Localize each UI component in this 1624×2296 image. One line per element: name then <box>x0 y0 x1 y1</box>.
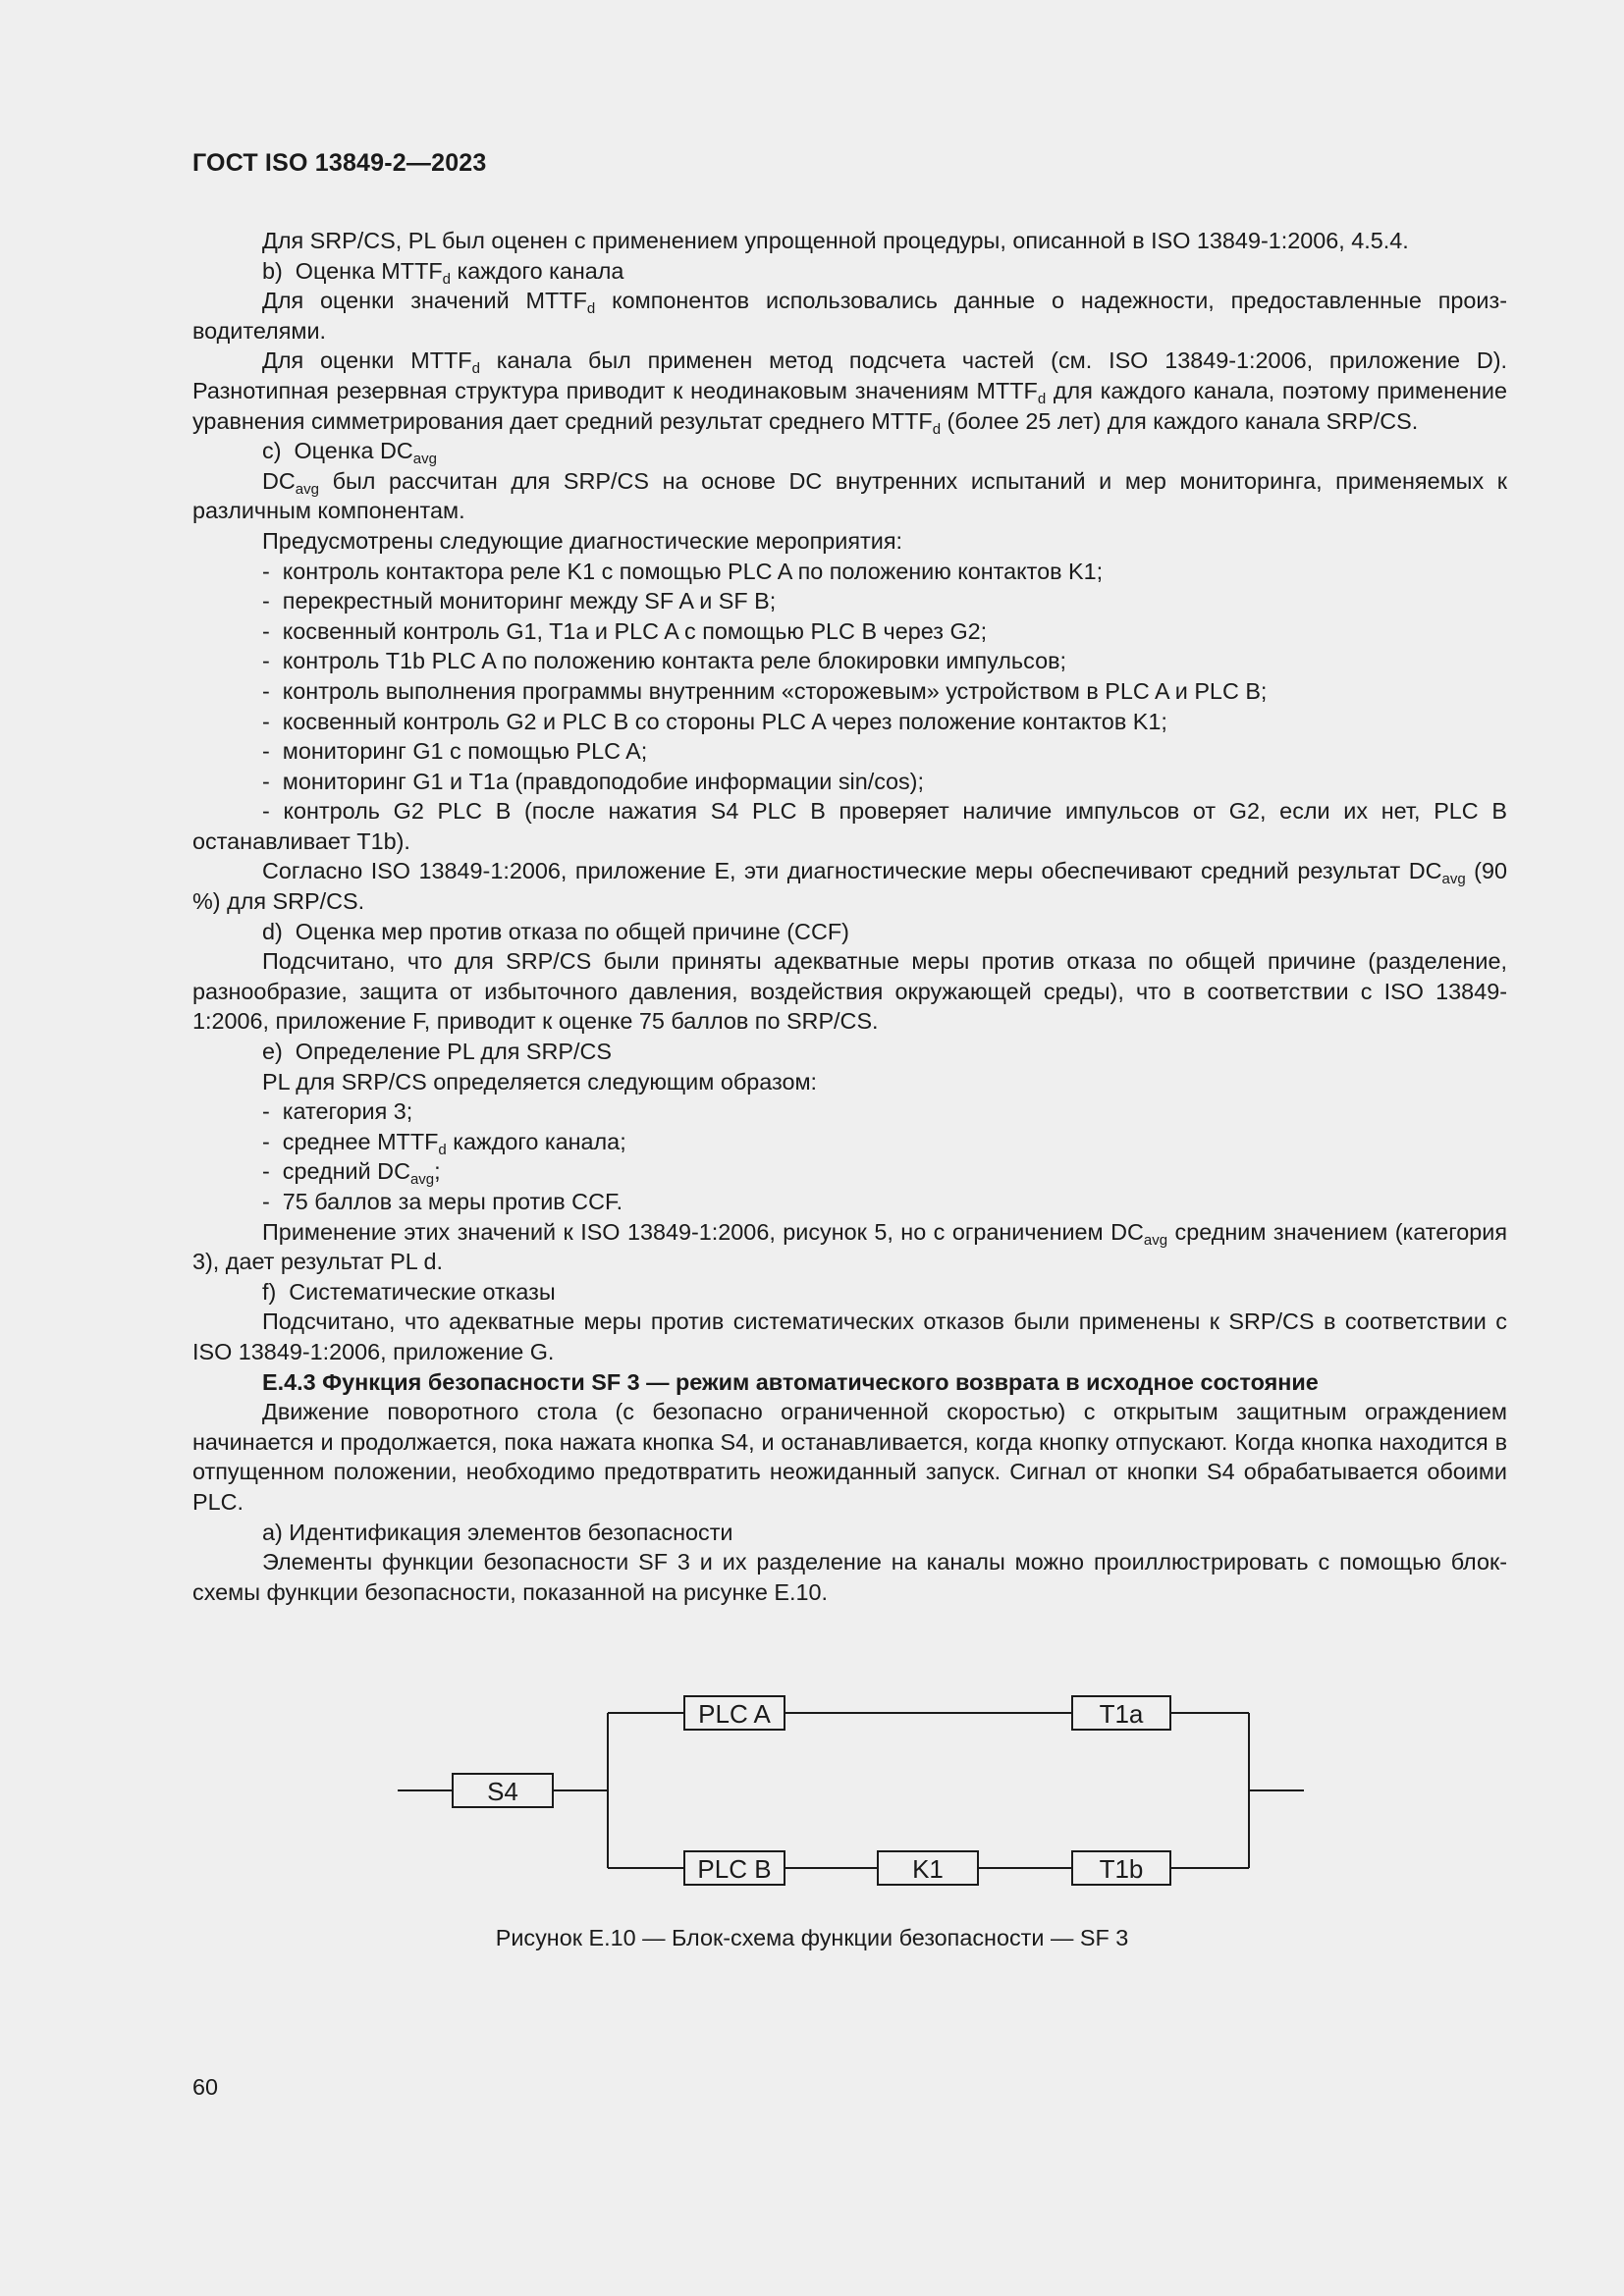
paragraph: Применение этих значений к ISO 13849-1:2006, рисунок 5, но с ограничением $DC_{avg}$ средним значением (категория 3), дает результат PL d. <box>192 1218 1508 1275</box>
figure-caption: Рисунок E.10 — Блок-схема функции безопасности — SF 3 <box>495 1925 1129 1950</box>
paragraph: - мониторинг G1 с помощью PLC A; <box>262 738 648 765</box>
paragraph: - контроль G2 PLC B (после нажатия S4 PLC B проверяет наличие импульсов от G2, если их нет, PLC B останавливает T1b). <box>192 798 1507 854</box>
paragraph: - среднее $MTTF_d$ каждого канала; <box>262 1128 626 1158</box>
paragraph: c) Оценка $DC_{avg}$ <box>262 438 437 468</box>
paragraph: - мониторинг G1 и T1a (правдоподобие информации sin/cos); <box>262 768 924 794</box>
block-plc-b-label: PLC B <box>697 1854 772 1884</box>
paragraph: - косвенный контроль G1, T1a и PLC A с помощью PLC B через G2; <box>262 617 988 644</box>
paragraph: a) Идентификация элементов безопасности <box>262 1519 733 1545</box>
paragraph: - категория 3; <box>262 1098 413 1125</box>
paragraph: d) Оценка мер против отказа по общей причине (CCF) <box>262 918 849 944</box>
paragraph: e) Определение PL для SRP/CS <box>262 1039 612 1065</box>
paragraph: - косвенный контроль G2 и PLC B со стороны PLC A через положение контактов K1; <box>262 708 1167 734</box>
paragraph: b) Оценка $MTTF_d$ каждого канала <box>262 257 624 288</box>
paragraph: Для оценки $MTTF_d$ канала был применен метод подсчета частей (см. ISO 13849-1:2006, приложение D). Разнотипная резервная структура приводит к неодинаковым значениям $MTTF_d$ для каждого канала, поэтому применение уравнения симметрирования дает средний результат среднего $MTTF_d$ (более 25 лет) для каждого канала SRP/CS. <box>192 347 1507 438</box>
paragraph: Для оценки значений $MTTF_d$ компонентов использовались данные о надежности, предоставленные производителями. <box>192 288 1507 344</box>
paragraph: E.4.3 Функция безопасности SF 3 — режим автоматического возврата в исходное состояние <box>262 1368 1319 1395</box>
paragraph: f) Систематические отказы <box>262 1278 556 1305</box>
paragraph: PL для SRP/CS определяется следующим образом: <box>262 1068 818 1095</box>
paragraph: - контроль выполнения программы внутренним «сторожевым» устройством в PLC A и PLC B; <box>262 677 1268 704</box>
paragraph: Согласно ISO 13849-1:2006, приложение E, эти диагностические меры обеспечивают средний результат $DC_{avg}$ (90 %) для SRP/CS. <box>192 858 1507 915</box>
paragraph: - контроль T1b PLC A по положению контакта реле блокировки импульсов; <box>262 648 1067 674</box>
block-plc-a-label: PLC A <box>698 1699 771 1729</box>
block-k1-label: K1 <box>912 1854 944 1884</box>
block-t1b-label: T1b <box>1099 1854 1144 1884</box>
paragraph: - средний $DC_{avg}$; <box>262 1158 441 1189</box>
paragraph: - контроль контактора реле K1 с помощью PLC A по положению контактов K1; <box>262 558 1104 584</box>
paragraph: Подсчитано, что адекватные меры против систематических отказов были применены к SRP/CS в соответствии с ISO 13849-1:2006, приложение G. <box>192 1308 1507 1364</box>
page-number: 60 <box>192 2074 219 2100</box>
paragraph: - 75 баллов за меры против CCF. <box>262 1189 623 1214</box>
paragraph: Подсчитано, что для SRP/CS были приняты адекватные меры против отказа по общей причине (разделение, разнообразие, защита от избыточного давления, воздействия окружающей среды), что в соответствии с ISO 13849-1:2006, приложение F, приводит к оценке 75 баллов по SRP/CS. <box>192 948 1507 1035</box>
paragraph: Движение поворотного стола (с безопасно ограниченной скоростью) с открытым защитным ограждением начинается и продолжается, пока нажата кнопка S4, и останавливается, когда кнопку отпускают. Когда кнопка находится в отпущенном положении, необходимо предотвратить неожиданный запуск. Сигнал от кнопки S4 обрабатывается обоими PLC. <box>192 1399 1507 1515</box>
paragraph: $DC_{avg}$ был рассчитан для SRP/CS на основе DC внутренних испытаний и мер мониторинга, применяемых к различным компонентам. <box>192 467 1507 524</box>
paragraph: Элементы функции безопасности SF 3 и их разделение на каналы можно проиллюстрировать с помощью блок-схемы функции безопасности, показанной на рисунке E.10. <box>192 1549 1507 1605</box>
paragraph: Для SRP/CS, PL был оценен с применением упрощенной процедуры, описанной в ISO 13849-1:2006, 4.5.4. <box>262 228 1409 253</box>
paragraph: - перекрестный мониторинг между SF A и SF B; <box>262 588 777 614</box>
paragraph: Предусмотрены следующие диагностические мероприятия: <box>262 527 902 554</box>
document-header: ГОСТ ISO 13849-2—2023 <box>192 149 487 177</box>
block-s4-label: S4 <box>487 1777 518 1806</box>
block-t1a-label: T1a <box>1099 1699 1144 1729</box>
